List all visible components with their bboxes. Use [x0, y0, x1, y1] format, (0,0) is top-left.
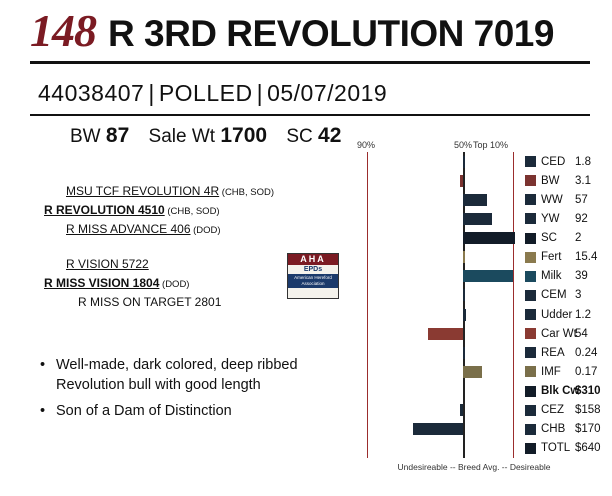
chart-color-swatch [525, 386, 536, 397]
chart-bar [463, 289, 465, 301]
trait-value: 15.4 [575, 251, 598, 264]
chart-bar [463, 309, 466, 321]
trait-label: CED [541, 155, 566, 168]
trait-value: $170 [575, 423, 601, 436]
trait-value: $158 [575, 404, 601, 417]
trait-value: $640 [575, 442, 601, 455]
trait-label: REA [541, 346, 565, 359]
trait-label: CHB [541, 423, 566, 436]
bw-value: 87 [105, 124, 130, 147]
pedigree-name: R VISION 5722 [66, 257, 149, 271]
pedigree-name: MSU TCF REVOLUTION 4R [66, 184, 220, 198]
chart-bar [463, 232, 515, 244]
bullet-dot-icon: • [40, 357, 46, 373]
registration-number: 44038407 [38, 80, 145, 106]
chart-color-swatch [525, 424, 536, 435]
trait-value: 0.17 [575, 365, 598, 378]
trait-value: 57 [575, 193, 588, 206]
sale-wt-value: 1700 [220, 124, 268, 147]
chart-axis-labels [345, 138, 603, 152]
pedigree-entry [44, 184, 334, 198]
pedigree-entry [44, 222, 334, 236]
trait-value: 54 [575, 327, 588, 340]
trait-value: 39 [575, 270, 588, 283]
pedigree-name: R MISS VISION 1804 [44, 276, 160, 290]
axis-label: 50% [454, 140, 473, 150]
bullet-dot-icon: • [40, 403, 46, 419]
logo-line-2: EPDs [303, 266, 323, 273]
chart-color-swatch [525, 366, 536, 377]
trait-label: IMF [541, 365, 561, 378]
trait-value: 3.1 [575, 174, 591, 187]
chart-row [525, 324, 588, 343]
pedigree-name: R MISS ADVANCE 406 [66, 222, 191, 236]
chart-row [525, 439, 601, 458]
birth-date: 05/07/2019 [267, 80, 388, 106]
chart-row [525, 229, 581, 248]
chart-color-swatch [525, 347, 536, 358]
trait-value: $310 [575, 385, 601, 398]
chart-color-swatch [525, 175, 536, 186]
chart-color-swatch [525, 309, 536, 320]
chart-row [525, 362, 597, 381]
animal-name: R 3RD REVOLUTION 7019 [108, 13, 554, 54]
page-title [30, 5, 590, 60]
notes-list [40, 355, 340, 427]
trait-value: 1.2 [575, 308, 591, 321]
chart-legend: Undesireable -- Breed Avg. -- Desireable [397, 462, 551, 472]
trait-label: TOTL [541, 442, 571, 455]
divider-top [30, 61, 590, 64]
chart-bar [463, 213, 492, 225]
trait-value: 3 [575, 289, 582, 302]
logo-line-3: American Hereford Association [288, 274, 338, 288]
lot-number: 148 [30, 5, 96, 56]
chart-color-swatch [525, 405, 536, 416]
identity-line [38, 80, 387, 107]
guide-90-line [367, 152, 368, 458]
chart-color-swatch [525, 156, 536, 167]
chart-bar [463, 251, 465, 263]
pedigree-suffix: (DOD) [190, 225, 221, 236]
chart-row [525, 382, 601, 401]
chart-color-swatch [525, 271, 536, 282]
pedigree-suffix: (DOD) [159, 279, 190, 290]
note-item [40, 355, 340, 395]
axis-label: 90% [357, 140, 376, 150]
chart-bar [460, 404, 463, 416]
trait-value: 92 [575, 212, 588, 225]
note-item [40, 401, 340, 421]
bw-label: BW [70, 126, 101, 147]
trait-value: 0.24 [575, 346, 598, 359]
chart-color-swatch [525, 443, 536, 454]
chart-color-swatch [525, 213, 536, 224]
chart-color-swatch [525, 328, 536, 339]
trait-label: BW [541, 174, 560, 187]
association-logo [287, 253, 339, 299]
separator-1: | [148, 80, 155, 106]
chart-bar [463, 366, 482, 378]
chart-row [525, 209, 588, 228]
chart-plot-area [345, 152, 523, 458]
chart-color-swatch [525, 252, 536, 263]
chart-color-swatch [525, 233, 536, 244]
trait-label: Blk Cw [541, 385, 580, 398]
horn-status: POLLED [158, 80, 253, 106]
chart-bar [413, 423, 463, 435]
chart-row [525, 305, 591, 324]
chart-row [525, 420, 601, 439]
chart-row [525, 267, 588, 286]
chart-color-swatch [525, 194, 536, 205]
stats-line [70, 124, 341, 148]
chart-row [525, 248, 597, 267]
trait-label: CEZ [541, 404, 564, 417]
chart-row [525, 401, 601, 420]
pedigree-entry [44, 203, 334, 217]
sc-label: SC [286, 126, 313, 147]
guide-top10-line [513, 152, 514, 458]
trait-label: Fert [541, 251, 562, 264]
chart-row [525, 343, 597, 362]
sale-wt-label: Sale Wt [148, 126, 216, 147]
note-text: Son of a Dam of Distinction [56, 403, 232, 419]
chart-bar [463, 270, 513, 282]
trait-label: Car Wt [541, 327, 577, 340]
trait-value: 1.8 [575, 155, 591, 168]
trait-label: WW [541, 193, 563, 206]
trait-label: CEM [541, 289, 567, 302]
divider-second [30, 114, 590, 116]
sc-value: 42 [318, 124, 342, 147]
chart-bar [463, 156, 465, 168]
trait-value: 2 [575, 232, 582, 245]
trait-label: YW [541, 212, 560, 225]
pedigree-suffix: (CHB, SOD) [219, 187, 275, 198]
chart-row-labels [525, 152, 603, 458]
chart-bar [460, 175, 463, 187]
axis-label: Top 10% [473, 140, 509, 150]
chart-row [525, 152, 591, 171]
epd-chart [345, 138, 603, 478]
pedigree-suffix: (CHB, SOD) [164, 206, 220, 217]
separator-2: | [256, 80, 264, 106]
chart-color-swatch [525, 290, 536, 301]
chart-row [525, 171, 591, 190]
chart-bar [463, 194, 487, 206]
chart-bar [428, 328, 463, 340]
pedigree-name: R MISS ON TARGET 2801 [78, 295, 222, 309]
logo-line-1: AHA [288, 254, 338, 265]
trait-label: SC [541, 232, 557, 245]
trait-label: Milk [541, 270, 562, 283]
chart-bar [463, 347, 465, 359]
trait-label: Udder [541, 308, 573, 321]
chart-row [525, 190, 588, 209]
note-text: Well-made, dark colored, deep ribbed Revolution bull with good length [56, 357, 298, 393]
pedigree-name: R REVOLUTION 4510 [44, 203, 165, 217]
chart-row [525, 286, 581, 305]
